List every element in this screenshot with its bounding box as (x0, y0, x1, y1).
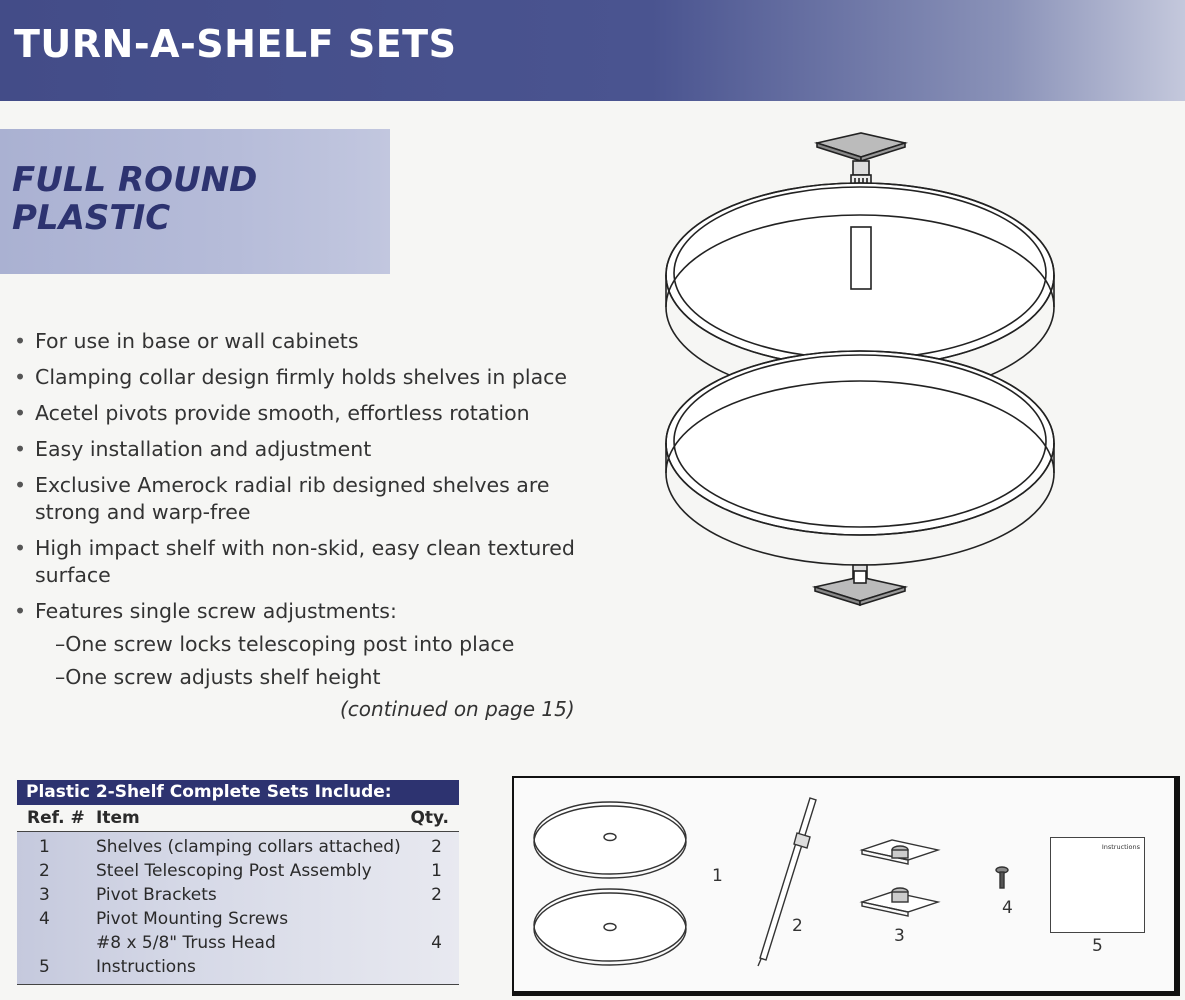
table-row: 5 Instructions (39, 957, 196, 977)
col-qty: Qty. (410, 808, 449, 828)
kit-contents-box (512, 776, 1180, 996)
feature-item: • Features single screw adjustments: –One screw locks telescoping post into place –One screw adjusts shelf height (14, 598, 614, 691)
telescoping-post-icon (758, 798, 816, 966)
parts-table-body (17, 832, 459, 985)
shelf-disc-icon (534, 889, 686, 965)
kit-label-4: 4 (1002, 898, 1013, 918)
feature-item: • High impact shelf with non-skid, easy clean textured surface (14, 536, 575, 587)
pivot-bracket-icon (862, 888, 938, 916)
kit-label-1: 1 (712, 866, 723, 886)
section-title-line2: PLASTIC (12, 198, 171, 238)
kit-label-5: 5 (1092, 936, 1103, 956)
instructions-sheet-text: Instructions (1101, 843, 1140, 851)
section-title-line1: FULL ROUND (12, 160, 258, 200)
shelf-disc-icon (534, 802, 686, 878)
pivot-bracket-icon (862, 840, 938, 864)
section-title-box (0, 129, 390, 274)
feature-list (14, 328, 614, 694)
continued-note: (continued on page 15) (340, 697, 575, 721)
sub-feature-item: –One screw locks telescoping post into place (55, 632, 515, 656)
parts-table-header (17, 805, 459, 832)
kit-label-3: 3 (894, 926, 905, 946)
feature-item: • Clamping collar design firmly holds shelves in place (14, 365, 568, 389)
parts-table-title: Plastic 2-Shelf Complete Sets Include: (17, 780, 459, 805)
col-item: Item (96, 808, 140, 828)
sub-feature-list (35, 631, 614, 691)
turn-a-shelf-illustration (655, 125, 1065, 615)
header-banner (0, 0, 1185, 101)
feature-item: • Easy installation and adjustment (14, 437, 372, 461)
table-row: 1 Shelves (clamping collars attached) 2 (39, 837, 442, 857)
page-title: TURN-A-SHELF SETS (14, 22, 457, 66)
section-title (12, 161, 257, 237)
feature-item: • For use in base or wall cabinets (14, 329, 359, 353)
col-ref: Ref. # (27, 808, 85, 828)
feature-item: • Exclusive Amerock radial rib designed shelves are strong and warp-free (14, 473, 550, 524)
parts-table (17, 780, 459, 985)
kit-label-2: 2 (792, 916, 803, 936)
table-row: #8 x 5/8" Truss Head 4 (96, 933, 442, 953)
table-row: 2 Steel Telescoping Post Assembly 1 (39, 861, 442, 881)
sub-feature-item: –One screw adjusts shelf height (55, 665, 381, 689)
table-row: 3 Pivot Brackets 2 (39, 885, 442, 905)
table-row: 4 Pivot Mounting Screws (39, 909, 289, 929)
mounting-screw-icon (996, 867, 1008, 888)
feature-item: • Acetel pivots provide smooth, effortless rotation (14, 401, 530, 425)
instructions-sheet-icon (1050, 837, 1145, 933)
